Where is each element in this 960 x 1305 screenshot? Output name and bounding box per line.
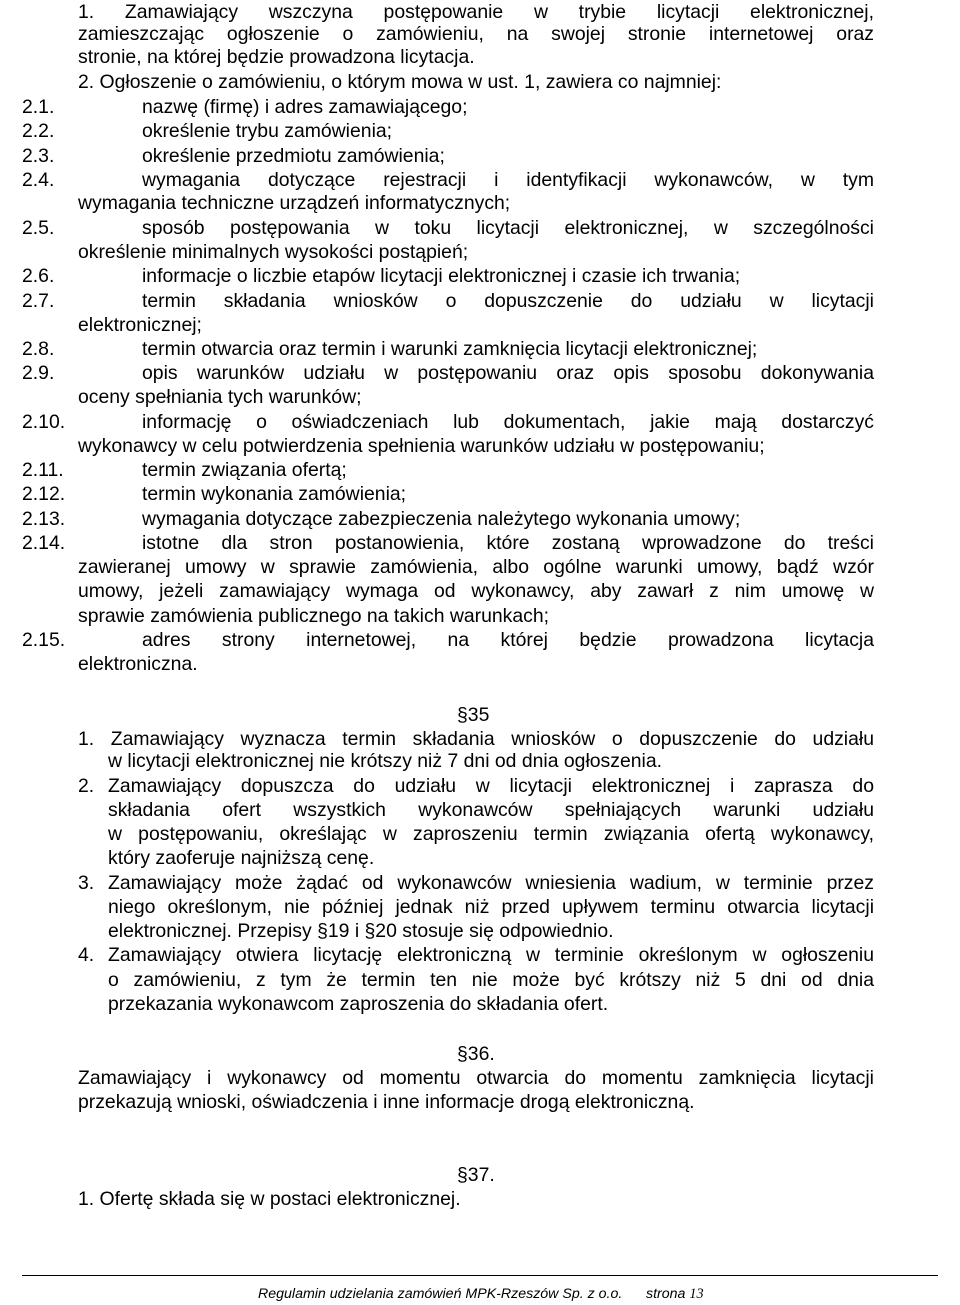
item-text: termin otwarcia oraz termin i warunki zamknięcia licytacji elektronicznej; bbox=[142, 338, 758, 360]
s36-line-1: Zamawiający i wykonawcy od momentu otwarcia do momentu zamknięcia licytacji bbox=[78, 1067, 874, 1089]
item-text-continued: sprawie zamówienia publicznego na takich warunkach; bbox=[78, 605, 550, 627]
footer-page-number: 13 bbox=[689, 1286, 704, 1302]
item-text: sposób postępowania w toku licytacji elektronicznej, w szczególności bbox=[142, 217, 874, 239]
item-number: 2.3. bbox=[22, 145, 55, 167]
footer-title: Regulamin udzielania zamówień MPK-Rzeszów Sp. z o.o. bbox=[258, 1286, 623, 1302]
item-number: 2.6. bbox=[22, 265, 55, 287]
s35-p3-line-3: elektronicznej. Przepisy §19 i §20 stosuje się odpowiednio. bbox=[108, 920, 614, 942]
item-text-continued: elektronicznej; bbox=[78, 314, 202, 336]
item-text-continued: oceny spełniania tych warunków; bbox=[78, 386, 362, 408]
item-text-continued: elektroniczna. bbox=[78, 653, 198, 675]
item-text: nazwę (firmę) i adres zamawiającego; bbox=[142, 96, 468, 118]
item-text-continued: wykonawcy w celu potwierdzenia spełnienia warunków udziału w postępowaniu; bbox=[78, 435, 765, 457]
item-text-continued: zawieranej umowy w sprawie zamówienia, albo ogólne warunki umowy, bądź wzór bbox=[78, 556, 874, 578]
s35-p3-line-2: niego określonym, nie później jednak niż przed upływem terminu otwarcia licytacji bbox=[108, 896, 874, 918]
s35-p4-line-3: przekazania wykonawcom zaproszenia do składania ofert. bbox=[108, 993, 609, 1015]
item-text: określenie trybu zamówienia; bbox=[142, 120, 393, 142]
intro-line-4: 2. Ogłoszenie o zamówieniu, o którym mowa w ust. 1, zawiera co najmniej: bbox=[78, 71, 722, 93]
section-heading-35: §35 bbox=[457, 704, 490, 726]
item-number: 2.10. bbox=[22, 411, 66, 433]
item-number: 2.7. bbox=[22, 290, 55, 312]
footer-divider bbox=[22, 1275, 938, 1276]
item-text: termin związania ofertą; bbox=[142, 459, 347, 481]
footer-page-label: strona bbox=[645, 1286, 686, 1302]
item-text: informacje o liczbie etapów licytacji elektronicznej i czasie ich trwania; bbox=[142, 265, 741, 287]
s35-p2-line-3: w postępowaniu, określając w zaproszeniu termin związania ofertą wykonawcy, bbox=[108, 823, 874, 845]
item-text: wymagania dotyczące rejestracji i identyfikacji wykonawców, w tym bbox=[142, 169, 874, 191]
page-footer bbox=[258, 1285, 704, 1303]
item-text: informację o oświadczeniach lub dokumentach, jakie mają dostarczyć bbox=[142, 411, 874, 433]
s35-p4-line-2: o zamówieniu, z tym że termin ten nie może być krótszy niż 5 dni od dnia bbox=[108, 969, 874, 991]
section-heading-37: §37. bbox=[457, 1164, 495, 1186]
item-text: istotne dla stron postanowienia, które zostaną wprowadzone do treści bbox=[142, 532, 874, 554]
item-text-continued: umowy, jeżeli zamawiający wymaga od wykonawcy, aby zawarł z nim umowę w bbox=[78, 580, 874, 602]
s35-p2-line-2: składania ofert wszystkich wykonawców spełniających warunki udziału bbox=[108, 799, 874, 821]
item-text: adres strony internetowej, na której będzie prowadzona licytacja bbox=[142, 629, 874, 651]
item-text: wymagania dotyczące zabezpieczenia należytego wykonania umowy; bbox=[142, 508, 741, 530]
s36-line-2: przekazują wnioski, oświadczenia i inne informacje drogą elektroniczną. bbox=[78, 1091, 695, 1113]
s35-p2-line-1: Zamawiający dopuszcza do udziału w licytacji elektronicznej i zaprasza do bbox=[108, 775, 874, 797]
item-number: 2.8. bbox=[22, 338, 55, 360]
s35-p2-line-4: który zaoferuje najniższą cenę. bbox=[108, 847, 375, 869]
item-number: 2.15. bbox=[22, 629, 66, 651]
item-text: opis warunków udziału w postępowaniu oraz opis sposobu dokonywania bbox=[142, 362, 874, 384]
s35-p4-number: 4. bbox=[78, 944, 95, 966]
item-number: 2.5. bbox=[22, 217, 55, 239]
item-number: 2.12. bbox=[22, 483, 66, 505]
s35-p4-line-1: Zamawiający otwiera licytację elektroniczną w terminie określonym w ogłoszeniu bbox=[108, 944, 874, 966]
item-text: określenie przedmiotu zamówienia; bbox=[142, 145, 445, 167]
item-number: 2.4. bbox=[22, 169, 55, 191]
item-number: 2.14. bbox=[22, 532, 66, 554]
item-number: 2.9. bbox=[22, 362, 55, 384]
item-number: 2.11. bbox=[22, 459, 64, 481]
s35-p3-number: 3. bbox=[78, 872, 95, 894]
section-heading-36: §36. bbox=[457, 1043, 495, 1065]
item-text: termin wykonania zamówienia; bbox=[142, 483, 407, 505]
s35-p1-line-2: w licytacji elektronicznej nie krótszy niż 7 dni od dnia ogłoszenia. bbox=[108, 750, 662, 772]
item-text-continued: wymagania techniczne urządzeń informatycznych; bbox=[78, 192, 511, 214]
item-number: 2.1. bbox=[22, 96, 55, 118]
intro-line-2: zamieszczając ogłoszenie o zamówieniu, na swojej stronie internetowej oraz bbox=[78, 23, 874, 45]
intro-line-3: stronie, na której będzie prowadzona licytacja. bbox=[78, 46, 475, 68]
s35-p1-line-1: 1. Zamawiający wyznacza termin składania wniosków o dopuszczenie do udziału bbox=[78, 728, 874, 750]
item-text-continued: określenie minimalnych wysokości postąpień; bbox=[78, 241, 469, 263]
s37-line-1: 1. Ofertę składa się w postaci elektronicznej. bbox=[78, 1188, 461, 1210]
item-number: 2.13. bbox=[22, 508, 66, 530]
item-text: termin składania wniosków o dopuszczenie do udziału w licytacji bbox=[142, 290, 874, 312]
s35-p2-number: 2. bbox=[78, 775, 95, 797]
s35-p3-line-1: Zamawiający może żądać od wykonawców wniesienia wadium, w terminie przez bbox=[108, 872, 874, 894]
item-number: 2.2. bbox=[22, 120, 55, 142]
intro-line-1: 1. Zamawiający wszczyna postępowanie w trybie licytacji elektronicznej, bbox=[78, 1, 874, 23]
